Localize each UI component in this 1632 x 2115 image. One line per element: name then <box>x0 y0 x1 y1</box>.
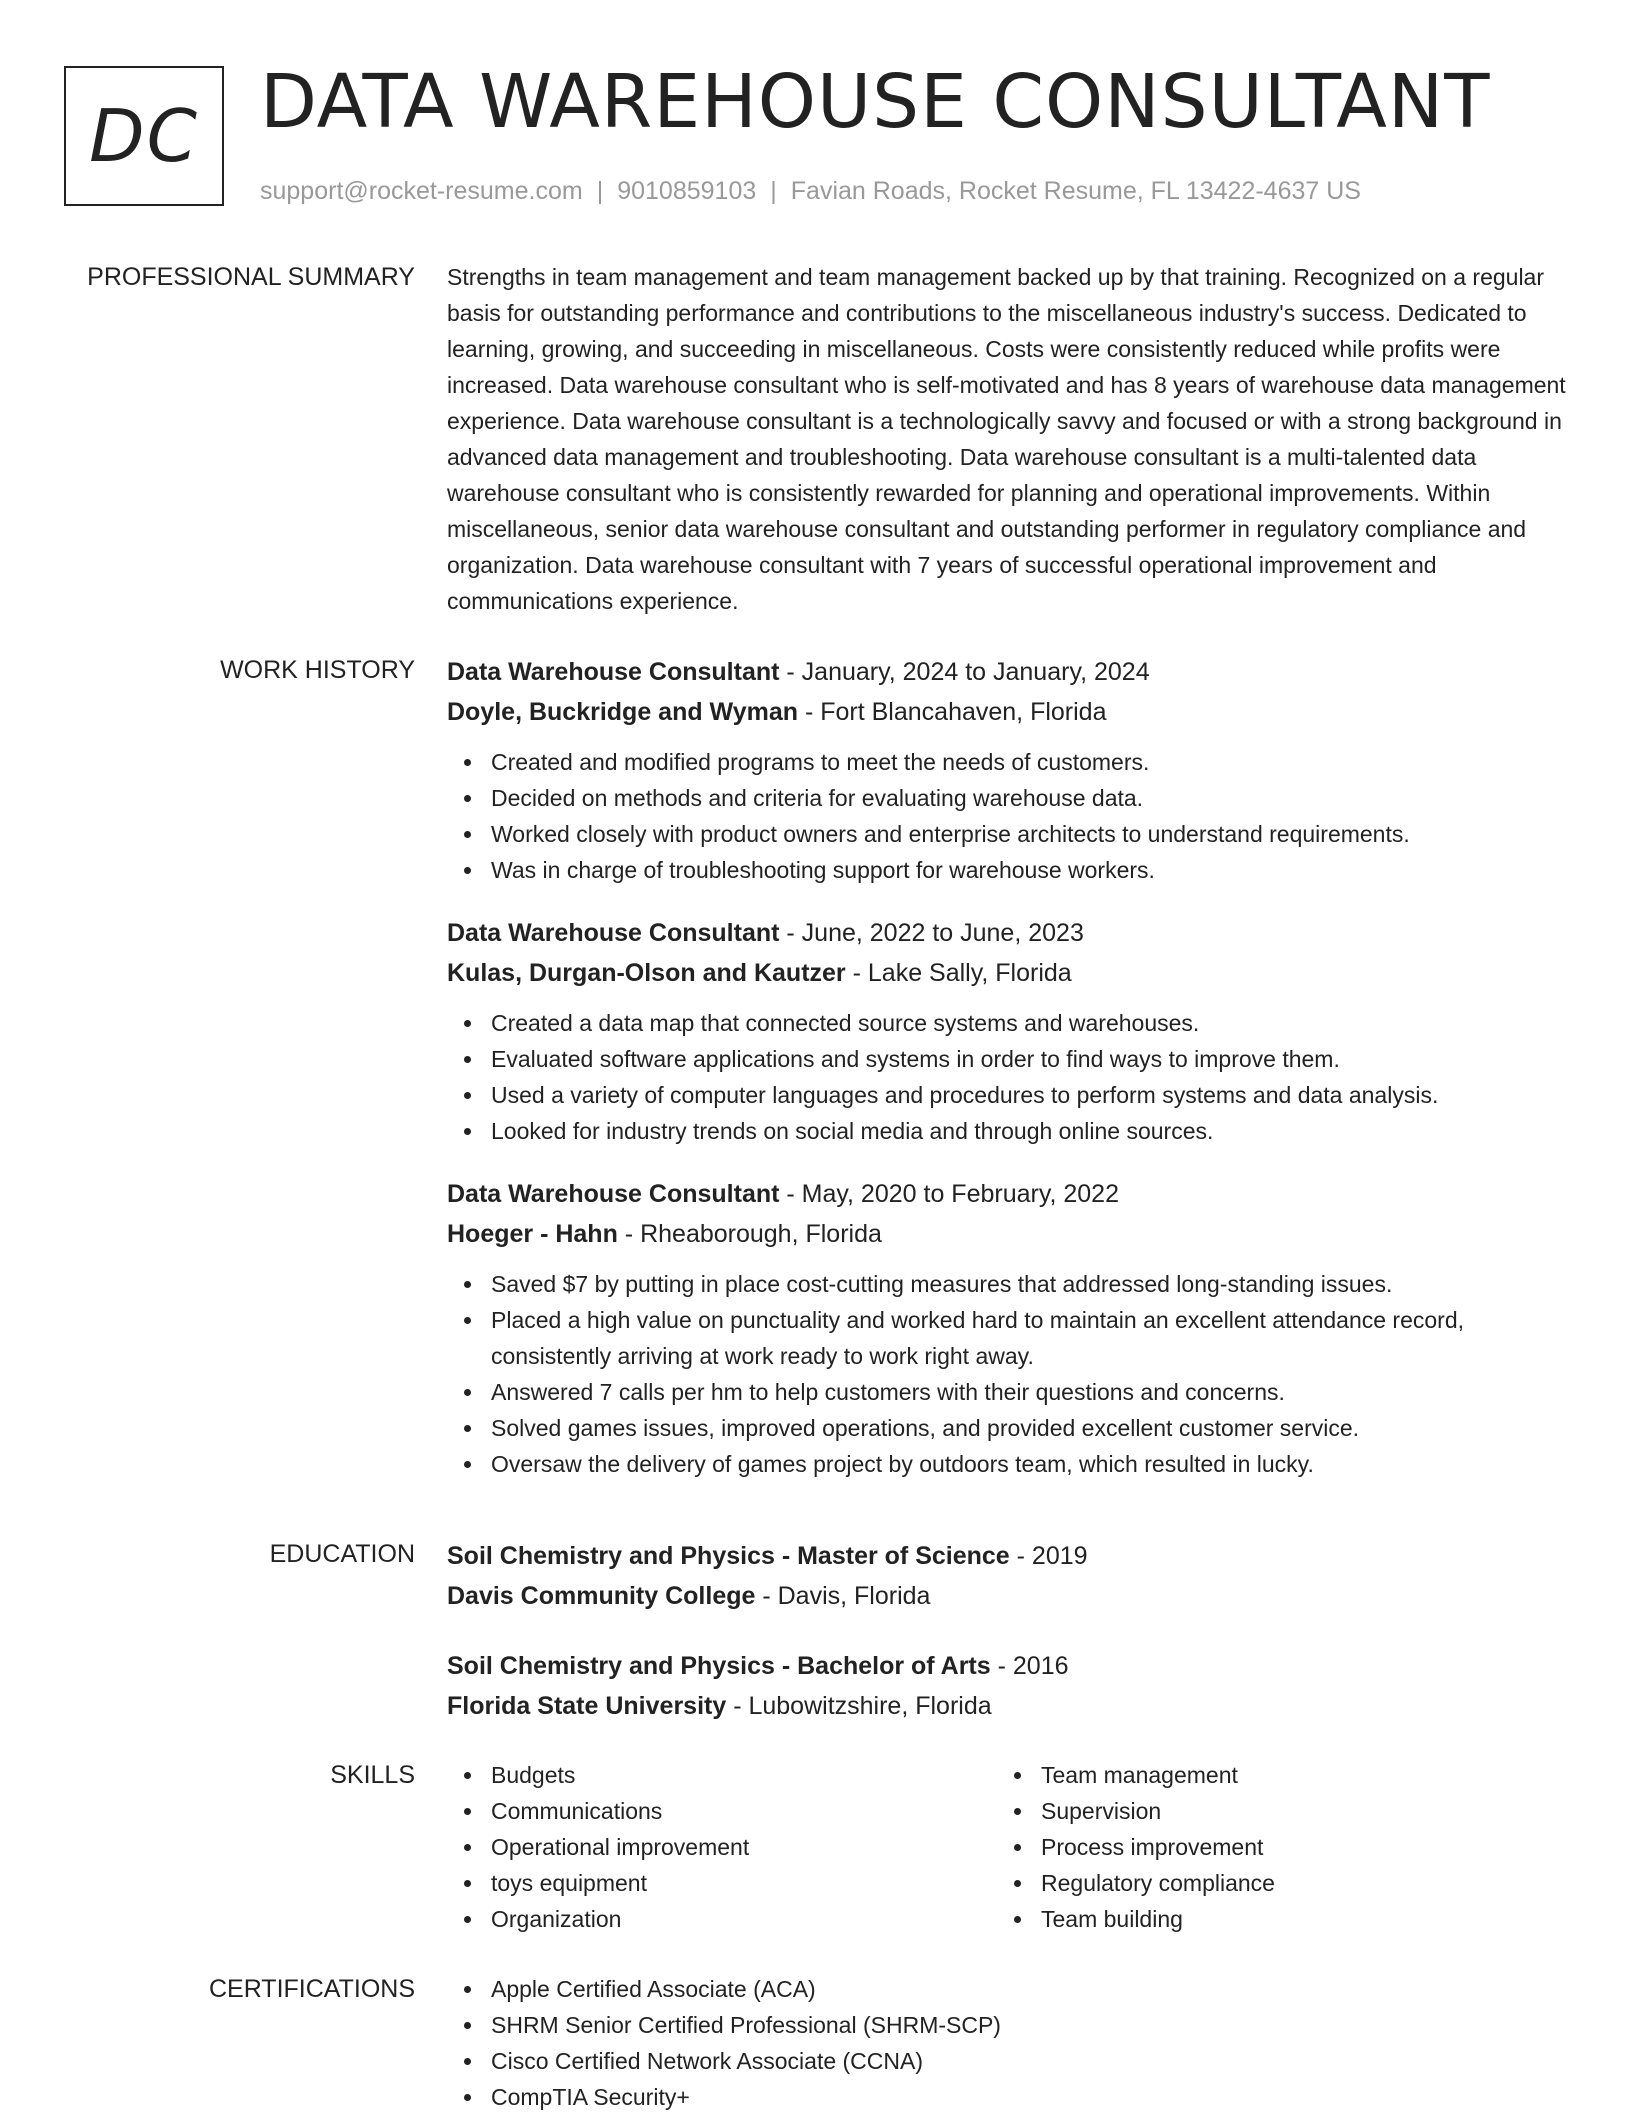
job-bullets <box>447 1005 1567 1149</box>
education-school-line <box>447 1576 1567 1616</box>
job-bullet: Used a variety of computer languages and procedures to perform systems and data analysis. <box>447 1077 1567 1113</box>
education-degree: Soil Chemistry and Physics - Master of Science <box>447 1542 1010 1570</box>
job-company: Kulas, Durgan-Olson and Kautzer <box>447 959 846 987</box>
education-location: - Davis, Florida <box>755 1582 931 1610</box>
skill-item: toys equipment <box>447 1865 997 1901</box>
job-entry <box>447 913 1567 1149</box>
skill-item: Communications <box>447 1793 997 1829</box>
job-bullet: Answered 7 calls per hm to help customers with their questions and concerns. <box>447 1374 1567 1410</box>
job-title-line <box>447 652 1567 692</box>
section-label: WORK HISTORY <box>220 656 415 684</box>
job-dates: - May, 2020 to February, 2022 <box>779 1180 1119 1208</box>
job-bullet: Saved $7 by putting in place cost-cutting measures that addressed long-standing issues. <box>447 1266 1567 1302</box>
certification-item: SHRM Senior Certified Professional (SHRM-SCP) <box>447 2007 1567 2043</box>
job-bullet: Oversaw the delivery of games project by outdoors team, which resulted in lucky. <box>447 1446 1567 1482</box>
skill-item: Process improvement <box>997 1829 1547 1865</box>
education-school: Davis Community College <box>447 1582 756 1610</box>
job-title: Data Warehouse Consultant <box>447 919 780 947</box>
candidate-title: DATA WAREHOUSE CONSULTANT <box>260 59 1491 145</box>
monogram-box <box>64 66 224 206</box>
contact-separator: | <box>770 177 777 205</box>
education-degree-line <box>447 1646 1567 1686</box>
certification-item: Apple Certified Associate (ACA) <box>447 1971 1567 2007</box>
section-label: PROFESSIONAL SUMMARY <box>87 263 415 291</box>
skill-item: Operational improvement <box>447 1829 997 1865</box>
job-company-line <box>447 692 1567 732</box>
contact-separator: | <box>596 177 604 205</box>
section-label: SKILLS <box>330 1761 415 1789</box>
job-location: - Fort Blancahaven, Florida <box>798 698 1107 726</box>
job-bullet: Evaluated software applications and systems in order to find ways to improve them. <box>447 1041 1567 1077</box>
job-location: - Lake Sally, Florida <box>845 959 1072 987</box>
monogram-initials: DC <box>89 94 199 178</box>
certifications-list <box>447 1971 1567 2115</box>
job-location: - Rheaborough, Florida <box>617 1220 882 1248</box>
skill-item: Organization <box>447 1901 997 1937</box>
job-bullet: Looked for industry trends on social media and through online sources. <box>447 1113 1567 1149</box>
education-year: - 2019 <box>1009 1542 1088 1570</box>
job-entry <box>447 652 1567 888</box>
education-year: - 2016 <box>990 1652 1069 1680</box>
education-school: Florida State University <box>447 1692 727 1720</box>
skill-item: Team management <box>997 1757 1547 1793</box>
job-title: Data Warehouse Consultant <box>447 658 780 686</box>
education-degree-line <box>447 1536 1567 1576</box>
skills-list-right <box>997 1757 1547 1937</box>
job-bullet: Created a data map that connected source systems and warehouses. <box>447 1005 1567 1041</box>
job-company-line <box>447 953 1567 993</box>
section-label: EDUCATION <box>269 1540 415 1568</box>
education-entry <box>447 1646 1567 1726</box>
job-bullet: Created and modified programs to meet the needs of customers. <box>447 744 1567 780</box>
certification-item: Cisco Certified Network Associate (CCNA) <box>447 2043 1567 2079</box>
job-bullet: Solved games issues, improved operations, and provided excellent customer service. <box>447 1410 1567 1446</box>
job-bullets <box>447 1266 1567 1482</box>
job-bullets <box>447 744 1567 888</box>
skill-item: Regulatory compliance <box>997 1865 1547 1901</box>
contact-line <box>260 174 1361 208</box>
summary-text: Strengths in team management and team management backed up by that training. Recognized on a regular basis for outstanding performance and contributions to the miscellaneous industry's success. Dedicated to learning, growing, and succeeding in miscellaneous. Costs were consistently reduced while profits were increased. Data warehouse consultant who is self-motivated and has 8 years of warehouse data management experience. Data warehouse consultant is a technologically savvy and focused or with a strong background in advanced data management and troubleshooting. Data warehouse consultant is a multi-talented data warehouse consultant who is consistently rewarded for planning and operational improvements. Within miscellaneous, senior data warehouse consultant and outstanding performer in regulatory compliance and organization. Data warehouse consultant with 7 years of successful operational improvement and communications experience. <box>447 264 1566 614</box>
skill-item: Team building <box>997 1901 1547 1937</box>
skill-item: Supervision <box>997 1793 1547 1829</box>
job-company: Hoeger - Hahn <box>447 1220 618 1248</box>
certification-item: CompTIA Security+ <box>447 2079 1567 2115</box>
job-title: Data Warehouse Consultant <box>447 1180 780 1208</box>
skill-item: Budgets <box>447 1757 997 1793</box>
education-school-line <box>447 1686 1567 1726</box>
education-entry <box>447 1536 1567 1616</box>
section-label: CERTIFICATIONS <box>208 1975 415 2003</box>
contact-address: Favian Roads, Rocket Resume, FL 13422-4637 US <box>790 177 1361 205</box>
job-bullet: Was in charge of troubleshooting support for warehouse workers. <box>447 852 1567 888</box>
education-degree: Soil Chemistry and Physics - Bachelor of Arts <box>447 1652 991 1680</box>
job-entry <box>447 1174 1567 1482</box>
job-company-line <box>447 1214 1567 1254</box>
job-bullet: Decided on methods and criteria for evaluating warehouse data. <box>447 780 1567 816</box>
education-location: - Lubowitzshire, Florida <box>726 1692 992 1720</box>
job-title-line <box>447 913 1567 953</box>
contact-phone: 9010859103 <box>617 177 757 205</box>
job-title-line <box>447 1174 1567 1214</box>
contact-email: support@rocket-resume.com <box>260 177 583 205</box>
job-dates: - June, 2022 to June, 2023 <box>779 919 1084 947</box>
job-company: Doyle, Buckridge and Wyman <box>447 698 799 726</box>
job-bullet: Placed a high value on punctuality and worked hard to maintain an excellent attendance record, consistently arriving at work ready to work right away. <box>447 1302 1567 1374</box>
job-dates: - January, 2024 to January, 2024 <box>779 658 1150 686</box>
skills-list-left <box>447 1757 997 1937</box>
job-bullet: Worked closely with product owners and enterprise architects to understand requirements. <box>447 816 1567 852</box>
